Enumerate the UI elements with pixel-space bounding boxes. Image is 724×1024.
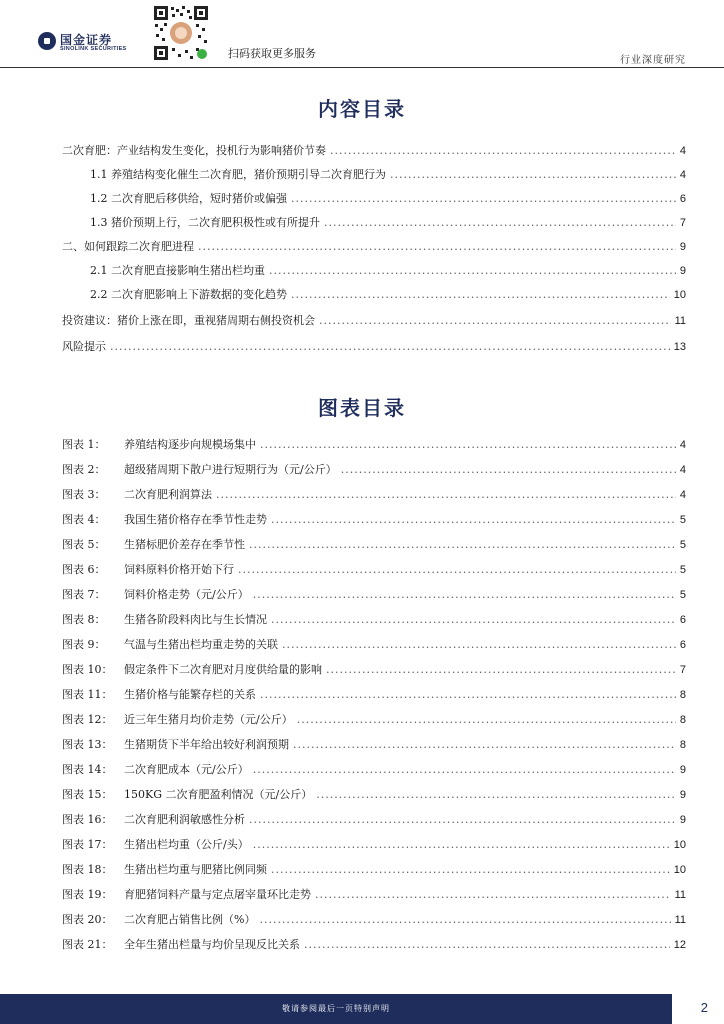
figure-page: 5 — [679, 589, 686, 601]
toc-item-text: 投资建议：猪价上涨在即，重视猪周期右侧投资机会 — [62, 314, 315, 327]
toc-item-page: 7 — [679, 217, 686, 229]
figure-label: 图表 14： — [62, 763, 113, 776]
dot-leader — [390, 168, 676, 181]
toc-item[interactable] — [90, 286, 686, 304]
figure-page: 4 — [679, 464, 686, 476]
dot-leader — [324, 216, 676, 229]
figure-item[interactable] — [62, 711, 686, 729]
figure-title: 假定条件下二次育肥对月度供给量的影响 — [124, 663, 322, 676]
figure-page: 6 — [679, 614, 686, 626]
toc-item[interactable] — [62, 312, 686, 330]
figure-label: 图表 5： — [62, 538, 106, 551]
figure-label: 图表 20： — [62, 913, 113, 926]
figure-title: 二次育肥利润敏感性分析 — [124, 813, 245, 826]
toc-item[interactable] — [90, 190, 686, 208]
dot-leader — [249, 538, 676, 551]
figure-label: 图表 10： — [62, 663, 113, 676]
toc-item-text: 风险提示 — [62, 340, 106, 353]
dot-leader — [269, 264, 676, 277]
figure-page: 7 — [679, 664, 686, 676]
figure-item[interactable] — [62, 661, 686, 679]
dot-leader — [253, 838, 670, 851]
figure-item[interactable] — [62, 561, 686, 579]
footer-disclaimer: 敬请参阅最后一页特别声明 — [282, 1004, 390, 1013]
page-number: 2 — [700, 1000, 708, 1015]
contents-title: 内容目录 — [318, 97, 406, 121]
toc-item-text: 1.2 二次育肥后移供给，短时猪价或偏强 — [90, 192, 287, 205]
dot-leader — [315, 888, 671, 901]
logo-mark-icon — [38, 32, 56, 50]
toc-item-page: 6 — [679, 193, 686, 205]
toc-item[interactable] — [62, 238, 686, 256]
figure-page: 9 — [679, 764, 686, 776]
toc-item[interactable] — [90, 166, 686, 184]
figure-label: 图表 15： — [62, 788, 113, 801]
figure-label: 图表 12： — [62, 713, 113, 726]
figure-label: 图表 21： — [62, 938, 113, 951]
dot-leader — [253, 588, 676, 601]
figure-page: 9 — [679, 789, 686, 801]
qr-caption: 扫码获取更多服务 — [228, 47, 316, 60]
toc-item-page: 10 — [673, 289, 686, 301]
dot-leader — [260, 438, 676, 451]
figure-title: 生猪标肥价差存在季节性 — [124, 538, 245, 551]
figure-label: 图表 2： — [62, 463, 106, 476]
figure-item[interactable] — [62, 811, 686, 829]
dot-leader — [316, 788, 676, 801]
figure-page: 10 — [673, 864, 686, 876]
toc-item-page: 9 — [679, 265, 686, 277]
dot-leader — [282, 638, 676, 651]
company-logo — [38, 30, 148, 54]
figure-item[interactable] — [62, 786, 686, 804]
figure-page: 5 — [679, 514, 686, 526]
figure-page: 12 — [673, 939, 686, 951]
figure-item[interactable] — [62, 886, 686, 904]
figure-item[interactable] — [62, 511, 686, 529]
figure-label: 图表 19： — [62, 888, 113, 901]
report-type-label: 行业深度研究 — [620, 55, 686, 66]
figure-item[interactable] — [62, 761, 686, 779]
figure-item[interactable] — [62, 611, 686, 629]
figure-item[interactable] — [62, 536, 686, 554]
figure-title: 近三年生猪月均价走势（元/公斤） — [124, 713, 293, 726]
figure-page: 8 — [679, 739, 686, 751]
figure-title: 生猪各阶段料肉比与生长情况 — [124, 613, 267, 626]
toc-item[interactable] — [90, 262, 686, 280]
figure-item[interactable] — [62, 686, 686, 704]
figure-title: 二次育肥成本（元/公斤） — [124, 763, 249, 776]
figure-label: 图表 17： — [62, 838, 113, 851]
dot-leader — [198, 240, 676, 253]
dot-leader — [319, 314, 671, 327]
figure-title: 气温与生猪出栏均重走势的关联 — [124, 638, 278, 651]
toc-item[interactable] — [62, 142, 686, 160]
figure-page: 10 — [673, 839, 686, 851]
figure-page: 8 — [679, 689, 686, 701]
figure-title: 生猪期货下半年给出较好利润预期 — [124, 738, 289, 751]
figure-page: 6 — [679, 639, 686, 651]
figure-label: 图表 9： — [62, 638, 106, 651]
figure-title: 全年生猪出栏量与均价呈现反比关系 — [124, 938, 300, 951]
dot-leader — [271, 613, 676, 626]
figure-item[interactable] — [62, 861, 686, 879]
figure-page: 5 — [679, 539, 686, 551]
figure-title: 二次育肥占销售比例（%） — [124, 913, 256, 926]
dot-leader — [271, 513, 676, 526]
dot-leader — [271, 863, 670, 876]
figure-page: 4 — [679, 439, 686, 451]
dot-leader — [249, 813, 676, 826]
figure-item[interactable] — [62, 586, 686, 604]
figure-page: 11 — [674, 914, 686, 926]
figure-title: 150KG 二次育肥盈利情况（元/公斤） — [124, 788, 313, 801]
dot-leader — [259, 913, 670, 926]
toc-item[interactable] — [62, 338, 686, 356]
toc-item-text: 1.1 养殖结构变化催生二次育肥，猪价预期引导二次育肥行为 — [90, 168, 386, 181]
figure-label: 图表 18： — [62, 863, 113, 876]
dot-leader — [291, 288, 670, 301]
toc-item[interactable] — [90, 214, 686, 232]
figure-title: 生猪出栏均重与肥猪比例同频 — [124, 863, 267, 876]
figure-title: 饲料原料价格开始下行 — [124, 563, 234, 576]
figure-page: 5 — [679, 564, 686, 576]
toc-item-page: 9 — [679, 241, 686, 253]
figure-label: 图表 3： — [62, 488, 106, 501]
toc-item-text: 1.3 猪价预期上行，二次育肥积极性或有所提升 — [90, 216, 320, 229]
figure-item[interactable] — [62, 436, 686, 454]
figure-label: 图表 13： — [62, 738, 113, 751]
dot-leader — [110, 340, 670, 353]
toc-item-page: 13 — [673, 341, 686, 353]
toc-item-page: 11 — [674, 315, 686, 327]
figure-item[interactable] — [62, 836, 686, 854]
dot-leader — [293, 738, 676, 751]
figure-item[interactable] — [62, 736, 686, 754]
figure-title: 二次育肥利润算法 — [124, 488, 212, 501]
figure-title: 育肥猪饲料产量与定点屠宰量环比走势 — [124, 888, 311, 901]
dot-leader — [291, 192, 676, 205]
dot-leader — [330, 144, 676, 157]
figure-title: 养殖结构逐步向规模场集中 — [124, 438, 256, 451]
logo-english-name: SINOLINK SECURITIES — [60, 46, 127, 52]
figure-item[interactable] — [62, 461, 686, 479]
figure-title: 超级猪周期下散户进行短期行为（元/公斤） — [124, 463, 337, 476]
dot-leader — [341, 463, 676, 476]
figure-label: 图表 16： — [62, 813, 113, 826]
toc-item-text: 2.2 二次育肥影响上下游数据的变化趋势 — [90, 288, 287, 301]
figure-title: 我国生猪价格存在季节性走势 — [124, 513, 267, 526]
dot-leader — [253, 763, 676, 776]
dot-leader — [297, 713, 676, 726]
figure-page: 4 — [679, 489, 686, 501]
toc-item-page: 4 — [679, 145, 686, 157]
logo-chinese-name: 国金证券 — [60, 33, 113, 47]
figure-page: 9 — [679, 814, 686, 826]
qr-code-icon[interactable] — [152, 4, 210, 62]
figure-label: 图表 11： — [62, 688, 113, 701]
figure-item[interactable] — [62, 911, 686, 929]
dot-leader — [260, 688, 676, 701]
toc-item-text: 二次育肥：产业结构发生变化，投机行为影响猪价节奏 — [62, 144, 326, 157]
dot-leader — [326, 663, 676, 676]
figure-label: 图表 6： — [62, 563, 106, 576]
figure-item[interactable] — [62, 936, 686, 954]
figure-label: 图表 7： — [62, 588, 106, 601]
toc-item-page: 4 — [679, 169, 686, 181]
toc-item-text: 2.1 二次育肥直接影响生猪出栏均重 — [90, 264, 265, 277]
dot-leader — [238, 563, 676, 576]
figure-title: 生猪出栏均重（公斤/头） — [124, 838, 249, 851]
dot-leader — [304, 938, 670, 951]
figure-label: 图表 4： — [62, 513, 106, 526]
figure-label: 图表 8： — [62, 613, 106, 626]
figure-item[interactable] — [62, 636, 686, 654]
toc-item-text: 二、如何跟踪二次育肥进程 — [62, 240, 194, 253]
figure-label: 图表 1： — [62, 438, 106, 451]
figure-page: 8 — [679, 714, 686, 726]
figure-title: 生猪价格与能繁存栏的关系 — [124, 688, 256, 701]
dot-leader — [216, 488, 676, 501]
figure-title: 饲料价格走势（元/公斤） — [124, 588, 249, 601]
figure-item[interactable] — [62, 486, 686, 504]
page-header — [0, 0, 724, 70]
header-divider — [0, 67, 724, 68]
figures-title: 图表目录 — [318, 396, 406, 420]
figure-page: 11 — [674, 889, 686, 901]
